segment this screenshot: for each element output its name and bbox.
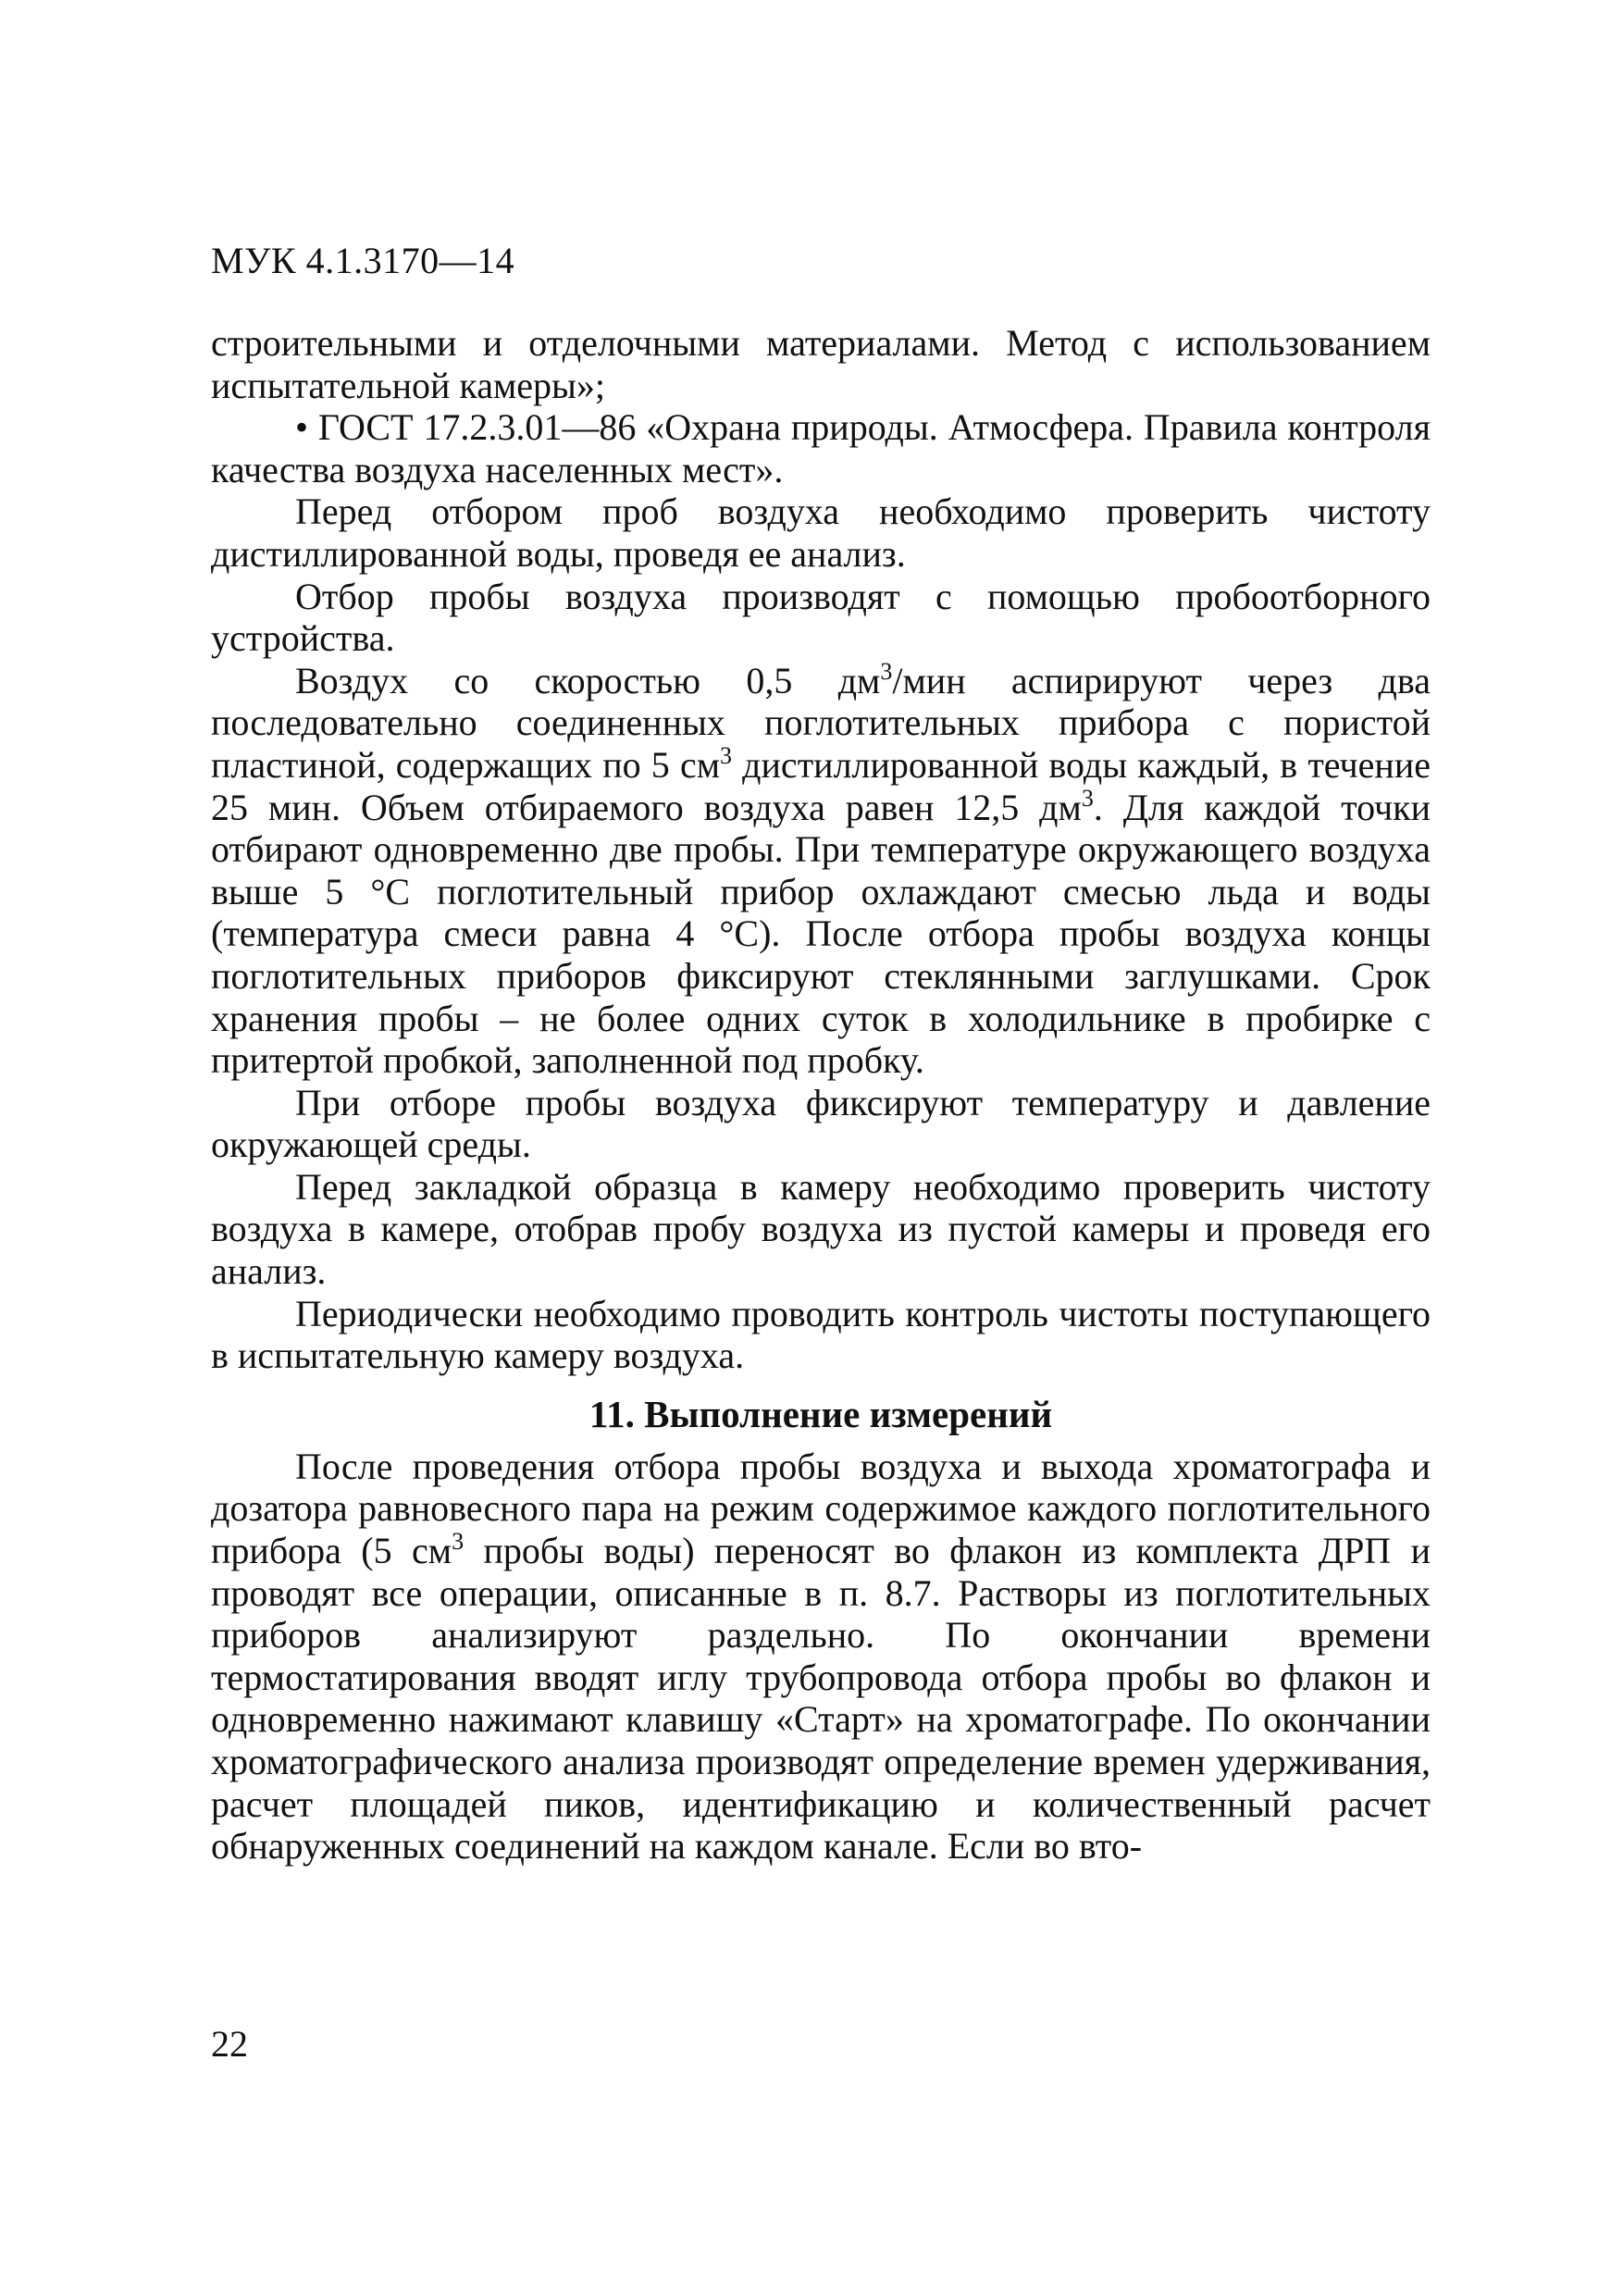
section-heading: 11. Выполнение измерений [588,1392,1053,1435]
paragraph-periodic-control: Периодически необходимо проводить контроль чистоты поступающего в испытательную камеру воздуха. [211,1292,1431,1377]
running-header: МУК 4.1.3170—14 [211,240,515,281]
paragraph-air-flow [211,657,1431,1082]
page-number: 22 [211,2023,248,2065]
paragraph-continued: строительными и отделочными материалами. Метод с использованием испытательной камеры»; [211,322,1431,406]
paragraph-conditions: При отборе пробы воздуха фиксируют температуру и давление окружающей среды. [211,1081,1431,1166]
paragraph-check-water: Перед отбором проб воздуха необходимо проверить чистоту дистиллированной воды, проведя ее анализ. [211,490,1431,575]
paragraph-chamber-check: Перед закладкой образца в камеру необходимо проверить чистоту воздуха в камере, отобрав пробу воздуха из пустой камеры и проведя его анализ. [211,1165,1431,1293]
paragraph-gost-bullet: • ГОСТ 17.2.3.01—86 «Охрана природы. Атмосфера. Правила контроля качества воздуха населенных мест». [211,406,1431,490]
paragraph-sampling-device: Отбор пробы воздуха производят с помощью пробоотборного устройства. [211,575,1431,660]
superscript: 3 [452,1528,465,1556]
text-run: Воздух со скоростью 0,5 дм [295,659,881,701]
superscript: 3 [880,657,893,685]
text-run: После проведения отбора пробы воздуха и выхода хроматографа и дозатора равновесного пара на режим содержимое каждого поглотительного прибора (5 см [211,1445,1431,1572]
text-run: . Для каждой точки отбирают одновременно две пробы. При температуре окружающего воздуха выше 5 °С поглотительный прибор охлаждают смесью льда и воды (температура смеси равна 4 °С). После отбора пробы воздуха концы поглотительных приборов фиксируют стеклянными заглушками. Срок хранения пробы – не более одних суток в холодильнике в пробирке с притертой пробкой, заполненной под пробку. [211,786,1431,1082]
superscript: 3 [1081,784,1094,812]
text-run: пробы воды) переносят во флакон из комплекта ДРП и проводят все операции, описанные в п. 8.7. Растворы из поглотительных приборов анализируют раздельно. По окончании времени термостатирования вводят иглу трубопровода отбора пробы во флакон и одновременно нажимают клавишу «Старт» на хроматографе. По окончании хроматографического анализа производят определение времен удерживания, расчет площадей пиков, идентификацию и количественный расчет обнаруженных соединений на каждом канале. Если во вто- [211,1530,1431,1868]
body-text [211,322,1431,1868]
superscript: 3 [720,741,733,769]
text-run: /мин аспирируют через два последовательно соединенных поглотительных прибора с пористой пластиной, содержащих по 5 см [211,659,1431,786]
text-run: дистиллированной воды каждый, в течение 25 мин. Объем отбираемого воздуха равен 12,5 дм [211,743,1431,828]
paragraph-measurements [211,1446,1431,1868]
